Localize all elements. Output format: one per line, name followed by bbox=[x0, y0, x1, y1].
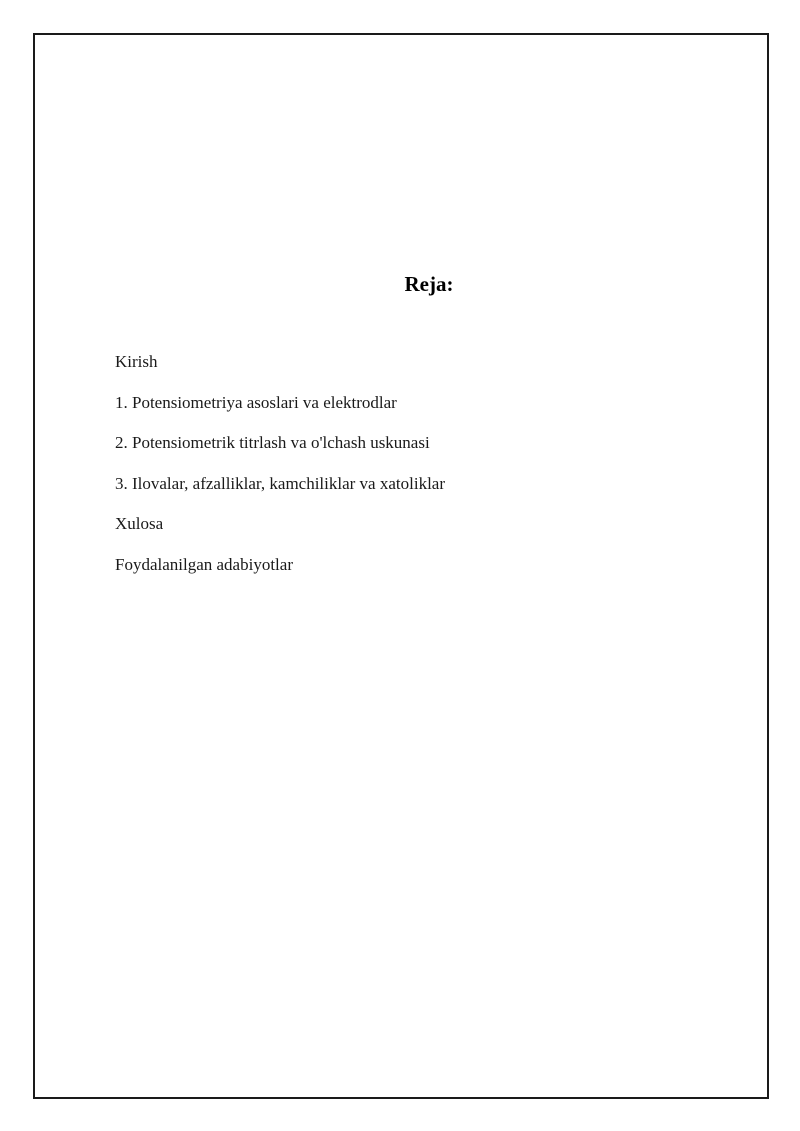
toc-item-references: Foydalanilgan adabiyotlar bbox=[115, 554, 293, 574]
page-title: Reja: bbox=[404, 272, 454, 296]
toc-item-introduction: Kirish bbox=[115, 352, 158, 371]
toc-item-conclusion: Xulosa bbox=[115, 514, 164, 534]
toc-item-chapter-1: 1. Potensiometriya asoslari va elektrodlar bbox=[115, 392, 397, 412]
table-of-contents bbox=[115, 351, 445, 595]
toc-item-chapter-2: 2. Potensiometrik titrlash va o'lchash uskunasi bbox=[115, 433, 430, 453]
toc-item-chapter-3: 3. Ilovalar, afzalliklar, kamchiliklar va xatoliklar bbox=[115, 473, 445, 493]
